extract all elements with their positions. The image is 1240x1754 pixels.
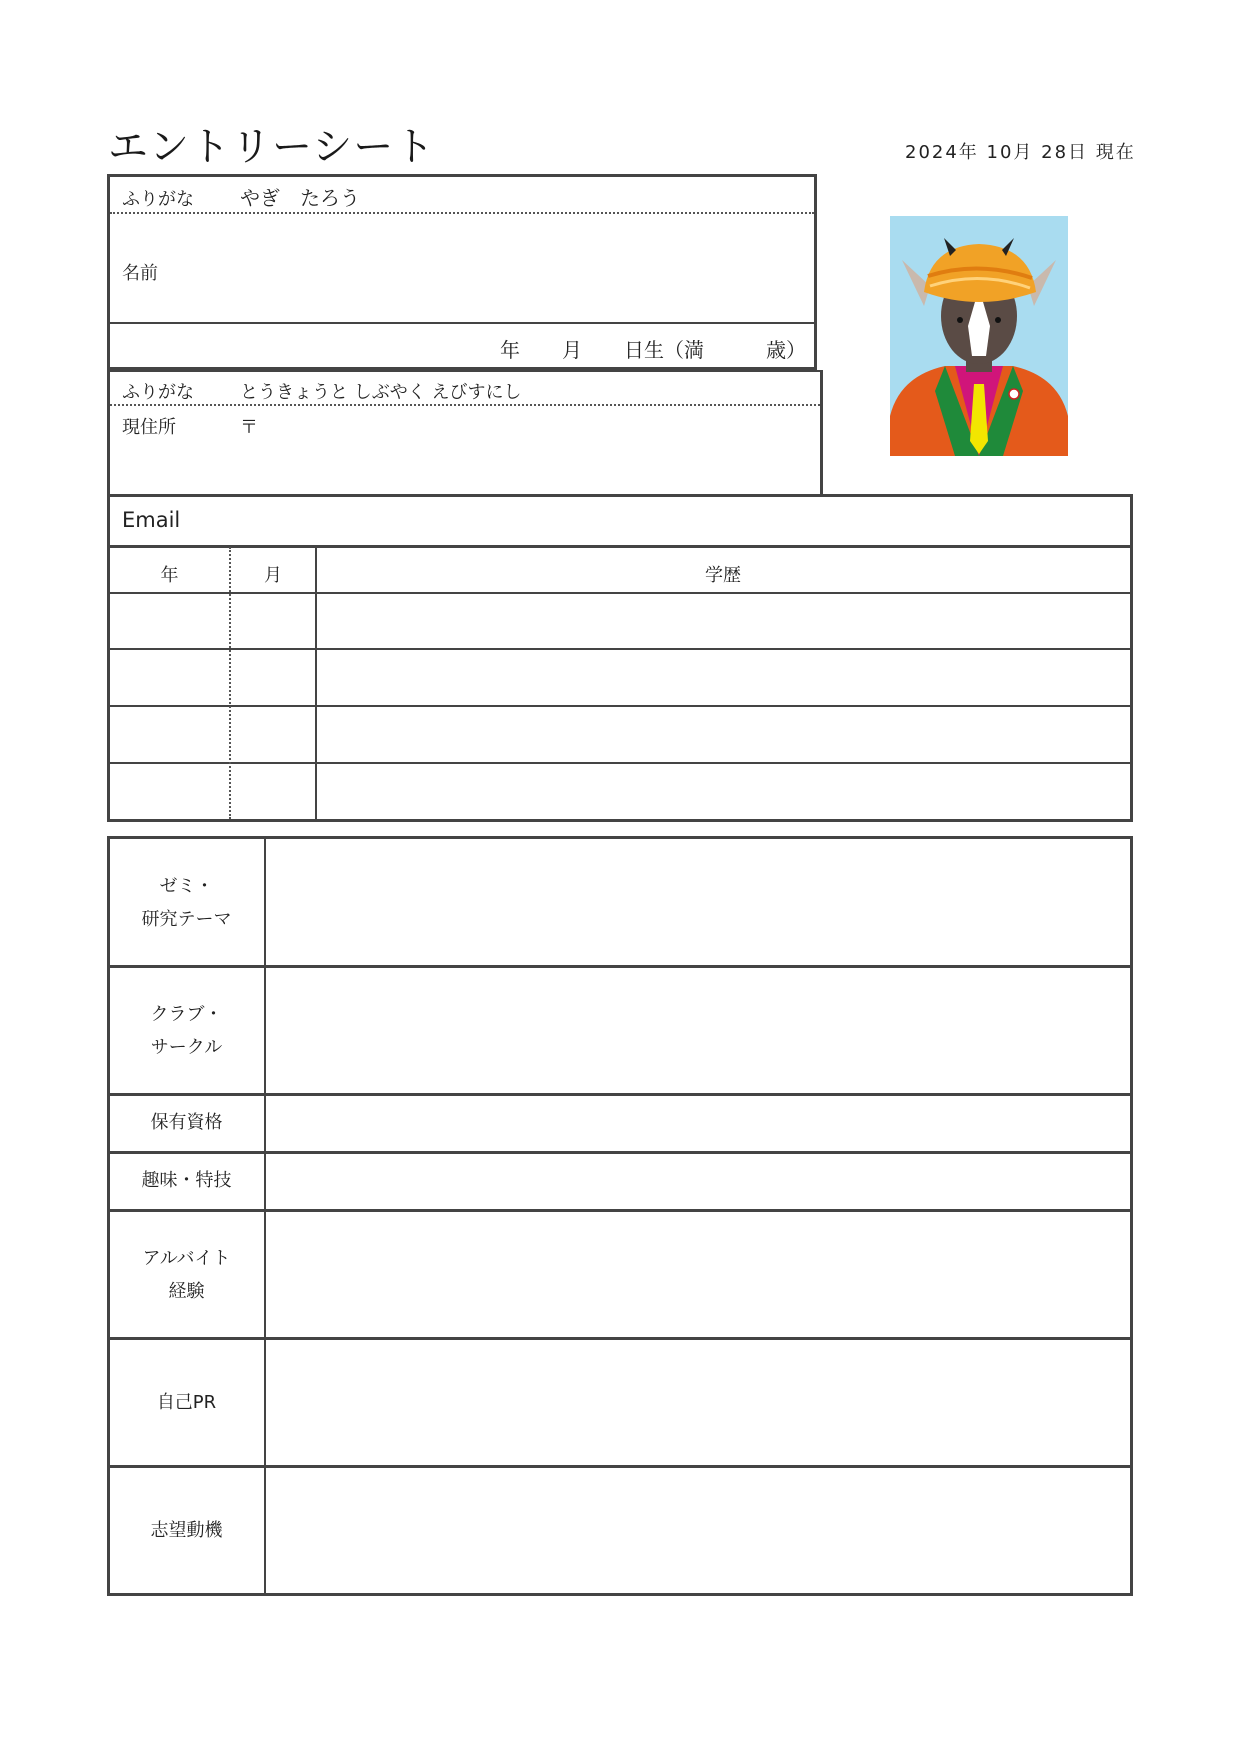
section-label-line: ゼミ・ <box>159 876 214 897</box>
section-label-line: 志望動機 <box>150 1520 223 1541</box>
email-field[interactable] <box>200 505 1100 537</box>
divider <box>110 404 820 406</box>
section-field-hobbies[interactable] <box>270 1156 1126 1206</box>
goat-portrait-icon <box>890 216 1068 456</box>
table-row[interactable] <box>110 764 1130 819</box>
section-label-part-time <box>108 1242 265 1308</box>
divider <box>110 1151 1130 1154</box>
divider <box>110 545 1130 548</box>
postal-mark: 〒 <box>240 417 258 438</box>
birth-day-label: 日生（満 <box>624 338 704 362</box>
furigana-label: ふりがな <box>122 189 194 210</box>
id-photo <box>890 216 1068 456</box>
section-label-line: アルバイト <box>142 1248 231 1269</box>
section-field-motivation[interactable] <box>270 1470 1126 1590</box>
name-field[interactable] <box>240 250 800 290</box>
section-label-line: 自己PR <box>156 1392 217 1413</box>
section-field-qualifications[interactable] <box>270 1098 1126 1148</box>
edu-header-history: 学歴 <box>705 565 741 586</box>
divider <box>110 212 814 214</box>
table-row[interactable] <box>110 650 1130 705</box>
section-label-seminar <box>108 870 265 936</box>
page-title: エントリーシート <box>108 124 436 170</box>
table-row[interactable] <box>110 707 1130 762</box>
section-field-part-time[interactable] <box>270 1214 1126 1334</box>
edu-header-year: 年 <box>160 565 179 586</box>
section-label-line: 経験 <box>168 1281 205 1302</box>
section-label-self-pr <box>108 1386 265 1419</box>
section-label-line: 趣味・特技 <box>141 1170 232 1191</box>
section-field-club[interactable] <box>270 970 1126 1090</box>
divider <box>110 965 1130 968</box>
edu-header-month: 月 <box>264 565 282 586</box>
furigana-value[interactable]: やぎ たろう <box>240 186 360 210</box>
divider <box>110 322 814 324</box>
birth-year-label: 年 <box>500 338 520 362</box>
section-label-line: サークル <box>150 1037 223 1058</box>
email-label: Email <box>122 508 181 532</box>
section-label-line: 保有資格 <box>150 1112 223 1133</box>
section-label-motivation <box>108 1514 265 1547</box>
address-label: 現住所 <box>122 417 176 438</box>
divider <box>110 1465 1130 1468</box>
document-date: 2024年 10月 28日 現在 <box>905 142 1136 163</box>
divider <box>110 1093 1130 1096</box>
section-field-self-pr[interactable] <box>270 1342 1126 1462</box>
section-label-qualifications <box>108 1106 265 1139</box>
section-field-seminar[interactable] <box>270 842 1126 962</box>
divider <box>110 1337 1130 1340</box>
divider <box>110 1209 1130 1212</box>
section-label-line: クラブ・ <box>150 1004 223 1025</box>
age-label: 歳） <box>766 338 806 362</box>
column-divider <box>264 839 266 1593</box>
table-row[interactable] <box>110 594 1130 648</box>
section-label-line: 研究テーマ <box>141 909 232 930</box>
section-label-club <box>108 998 265 1064</box>
name-label: 名前 <box>122 263 158 284</box>
birth-month-label: 月 <box>562 338 582 362</box>
address-furigana-value[interactable]: とうきょうと しぶやく えびすにし <box>240 382 522 403</box>
section-label-hobbies <box>108 1164 265 1197</box>
address-furigana-label: ふりがな <box>122 382 194 403</box>
